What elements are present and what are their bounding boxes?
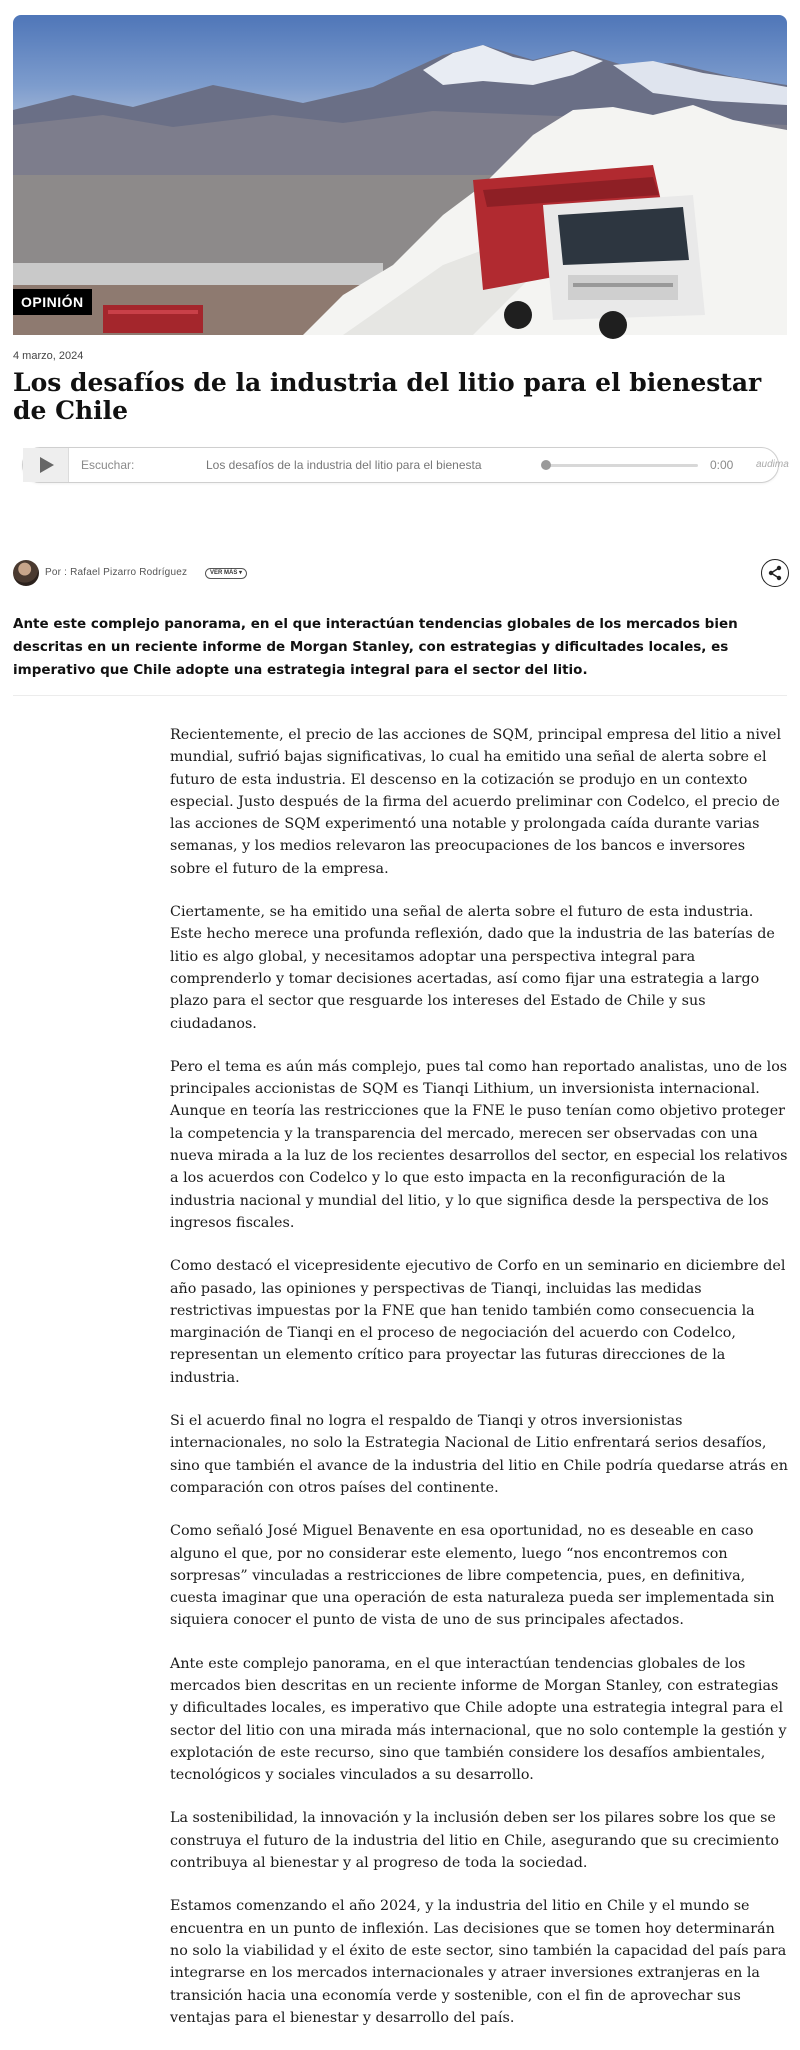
progress-bar[interactable] — [545, 464, 698, 467]
article-body — [170, 724, 788, 2050]
hero-illustration — [13, 15, 787, 335]
player-brand: audima — [756, 459, 789, 470]
hero-image — [13, 15, 787, 335]
article-lead: Ante este complejo panorama, en el que interactúan tendencias globales de los mercados bien descritas en un reciente informe de Morgan Stanley, con estrategias y dificultades locales, es imperativo que Chile adopte una estrategia integral para el sector del litio. — [13, 616, 738, 678]
author-byline[interactable]: Por : Rafael Pizarro Rodríguez — [45, 567, 188, 578]
body-paragraph: La sostenibilidad, la innovación y la inclusión deben ser los pilares sobre los que se construya el futuro de la industria del litio en Chile, asegurando que su crecimiento contribuya al bienestar y al progreso de toda la sociedad. — [170, 1810, 780, 1872]
play-button[interactable] — [23, 448, 69, 482]
opinion-badge[interactable]: OPINIÓN — [13, 289, 92, 315]
article-title: Los desafíos de la industria del litio para el bienestar de Chile — [13, 368, 762, 425]
author-row — [13, 560, 787, 586]
body-paragraph: Estamos comenzando el año 2024, y la industria del litio en Chile y el mundo se encuentra en un punto de inflexión. Las decisiones que se tomen hoy determinarán no solo la viabilidad y el éxito de este sector, sino también la capacidad del país para integrarse en los mercados internacionales y atraer inversiones extranjeras en la transición hacia una economía verde y sostenible, con el fin de aprovechar sus ventajas para el bienestar y desarrollo del país. — [170, 1898, 787, 2026]
lead-divider — [13, 695, 787, 696]
share-button[interactable] — [761, 559, 789, 587]
share-icon — [767, 565, 783, 581]
body-paragraph: Ciertamente, se ha emitido una señal de alerta sobre el futuro de esta industria. Este hecho merece una profunda reflexión, dado que la industria de las baterías de litio es algo global, y necesitamos adoptar una perspectiva integral para comprenderlo y tomar decisiones acertadas, así como fijar una estrategia a largo plazo para el sector que resguarde los intereses del Estado de Chile y sus ciudadanos. — [170, 904, 775, 1032]
audio-player — [22, 447, 789, 483]
player-label: Escuchar: — [81, 458, 135, 472]
player-track-title: Los desafíos de la industria del litio para el bienesta — [206, 458, 482, 472]
body-paragraph: Si el acuerdo final no logra el respaldo de Tianqi y otros inversionistas internacionales, no solo la Estrategia Nacional de Litio enfrentará serios desafíos, sino que también el avance de la industria del litio en Chile podría quedarse atrás en comparación con otros países del continente. — [170, 1413, 788, 1496]
player-time: 0:00 — [710, 458, 734, 472]
progress-handle[interactable] — [541, 460, 551, 470]
body-paragraph: Como destacó el vicepresidente ejecutivo de Corfo en un seminario en diciembre del año pasado, las opiniones y perspectivas de Tianqi, incluidas las medidas restrictivas impuestas por la FNE que han tenido también como consecuencia la marginación de Tianqi en el proceso de negociación del acuerdo con Codelco, representan un elemento crítico para proyectar las futuras direcciones de la industria. — [170, 1258, 786, 1386]
play-icon — [40, 457, 54, 473]
body-paragraph: Ante este complejo panorama, en el que interactúan tendencias globales de los mercados bien descritas en un reciente informe de Morgan Stanley, con estrategias y dificultades locales, es imperativo que Chile adopte una estrategia integral para el sector del litio con una mirada más internacional, que no solo contemple la gestión y explotación de este recurso, sino que también considere los desafíos ambientales, tecnológicos y sociales vinculados a su desarrollo. — [170, 1655, 787, 1784]
author-avatar[interactable] — [13, 560, 39, 586]
body-paragraph: Pero el tema es aún más complejo, pues tal como han reportado analistas, uno de los principales accionistas de SQM es Tianqi Lithium, un inversionista internacional. Aunque en teoría las restricciones que la FNE le puso tenían como objetivo proteger la competencia y la transparencia del mercado, merecen ser observadas con una nueva mirada a la luz de los recientes desarrollos del sector, en especial los relativos a los acuerdos con Codelco y lo que esto impacta en la reconfiguración de la industria nacional y mundial del litio, y lo que significa desde la perspectiva de los ingresos fiscales. — [170, 1058, 788, 1231]
body-paragraph: Como señaló José Miguel Benavente en esa oportunidad, no es deseable en caso alguno el que, por no considerar este elemento, luego “nos encontremos con sorpresas” vinculadas a restricciones de libre competencia, pues, en definitiva, cuesta imaginar que una operación de esta naturaleza pueda ser implementada sin siquiera conocer el punto de vista de uno de sus principales afectados. — [170, 1523, 775, 1629]
body-paragraph: Recientemente, el precio de las acciones de SQM, principal empresa del litio a nivel mundial, sufrió bajas significativas, lo cual ha emitido una señal de alerta sobre el futuro de esta industria. El descenso en la cotización se produjo en un contexto especial. Justo después de la firma del acuerdo preliminar con Codelco, el precio de las acciones de SQM experimentó una notable y prolongada caída durante varias semanas, y los medios relevaron las preocupaciones de los bancos e inversores sobre el futuro de la empresa. — [170, 727, 782, 877]
publish-date: 4 marzo, 2024 — [13, 350, 84, 362]
ver-mas-button[interactable]: VER MÁS ▾ — [205, 568, 247, 579]
